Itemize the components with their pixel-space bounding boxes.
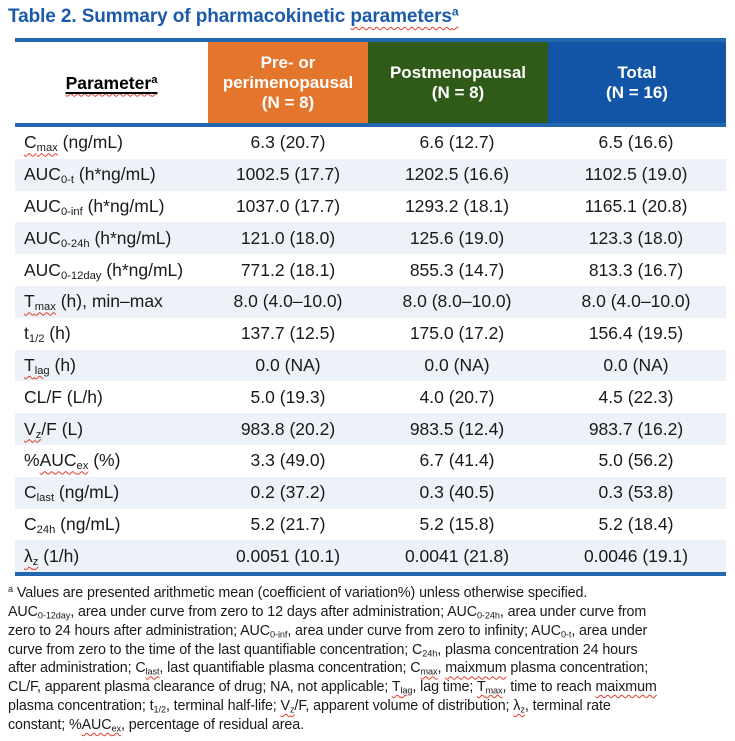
value-cell: 6.5 (16.6)	[598, 132, 674, 153]
pharmacokinetics-table	[15, 38, 726, 576]
value-cell: 0.3 (40.5)	[419, 482, 495, 503]
value-cell: 4.5 (22.3)	[598, 386, 674, 407]
table-title: Table 2. Summary of pharmacokinetic parameters$^a$	[8, 4, 459, 27]
header-cell-postmenopausal	[368, 42, 548, 123]
table-row	[15, 254, 726, 286]
parameter-label-cell: $C_{max}$ (ng/mL)	[24, 132, 123, 155]
value-cell: 175.0 (17.2)	[409, 323, 505, 344]
footnote-line: plasma concentration; $t_{1/2}$, terminal half-life; $V_z/F$, apparent volume of distribution; $\lambda_z$, terminal rate	[8, 698, 611, 715]
table-row	[15, 509, 726, 541]
value-cell: 5.2 (21.7)	[250, 513, 326, 534]
table-row	[15, 318, 726, 350]
footnote-line: constant; $\%AUC_{ex}$, percentage of residual area.	[8, 716, 304, 734]
footnote-line: curve from zero to the time of the last quantifiable concentration; $C_{24h}$, plasma concentration 24 hours	[8, 641, 638, 659]
value-cell: 8.0 (8.0–10.0)	[402, 291, 512, 312]
value-cell: 0.0051 (10.1)	[235, 545, 341, 566]
header-line: Postmenopausal	[389, 62, 527, 82]
value-cell: 1002.5 (17.7)	[235, 164, 341, 185]
value-cell: 156.4 (19.5)	[588, 323, 684, 344]
header-line: Total	[617, 62, 657, 82]
value-cell: 121.0 (18.0)	[240, 227, 336, 248]
value-cell: 6.6 (12.7)	[419, 132, 495, 153]
table-row	[15, 445, 726, 477]
footnote-line: CL/F, apparent plasma clearance of drug; NA, not applicable; $T_{lag}$, lag time; $T_{max}$, time to reach maixmum	[8, 679, 657, 696]
header-line: (N = 8)	[431, 82, 485, 102]
value-cell: 1165.1 (20.8)	[584, 195, 688, 216]
parameter-label-cell: $C_{24h}$ (ng/mL)	[24, 513, 121, 537]
value-cell: 6.3 (20.7)	[250, 132, 326, 153]
table-row	[15, 127, 726, 159]
table-row	[15, 286, 726, 318]
parameter-label-cell: $AUC_{0-24h}$ (h*ng/mL)	[24, 227, 172, 250]
value-cell: 0.0046 (19.1)	[583, 545, 689, 566]
header-line: (N = 8)	[261, 92, 315, 112]
table-row	[15, 381, 726, 413]
header-cell-parameter: Parameter$^a$	[15, 42, 208, 123]
footnote-line: $^a$ Values are presented arithmetic mean (coefficient of variation%) unless otherwise specified.	[8, 583, 588, 601]
footnote-line: after administration; $C_{last}$, last quantifiable plasma concentration; $C_{max}$, maixmum plasma concentration;	[8, 660, 649, 677]
value-cell: 1037.0 (17.7)	[235, 195, 341, 216]
parameter-label-cell: $AUC_{0-t}$ (h*ng/mL)	[24, 164, 156, 187]
header-line: (N = 16)	[606, 82, 668, 102]
header-line: perimenopausal	[222, 72, 354, 92]
value-cell: 983.8 (20.2)	[240, 418, 336, 439]
value-cell: 813.3 (16.7)	[588, 259, 684, 280]
value-cell: 0.2 (37.2)	[250, 482, 326, 503]
parameter-label-cell: $AUC_{0-12day}$ (h*ng/mL)	[24, 259, 184, 282]
value-cell: 5.2 (18.4)	[598, 513, 674, 534]
parameter-label-cell: $\lambda_z$ (1/h)	[24, 545, 80, 568]
parameter-label-cell: $T_{max}$ (h), min–max	[24, 291, 163, 314]
value-cell: 123.3 (18.0)	[588, 227, 684, 248]
value-cell: 5.2 (15.8)	[419, 513, 495, 534]
value-cell: 771.2 (18.1)	[240, 259, 336, 280]
value-cell: 125.6 (19.0)	[409, 227, 505, 248]
footnote-line: $AUC_{0-12day}$, area under curve from zero to 12 days after administration; $AUC_{0-24h}$, area under curve from	[8, 603, 647, 621]
header-cell-total	[548, 42, 726, 123]
value-cell: 983.5 (12.4)	[409, 418, 505, 439]
table-row	[15, 413, 726, 445]
table-header-row	[15, 42, 726, 127]
value-cell: 1202.5 (16.6)	[404, 164, 510, 185]
value-cell: 0.0 (NA)	[424, 354, 490, 375]
value-cell: 6.7 (41.4)	[419, 450, 495, 471]
header-cell-pre-perimenopausal	[208, 42, 368, 123]
table-row	[15, 159, 726, 191]
value-cell: 983.7 (16.2)	[588, 418, 684, 439]
value-cell: 5.0 (19.3)	[250, 386, 326, 407]
value-cell: 5.0 (56.2)	[598, 450, 674, 471]
parameter-label-cell: $\%AUC_{ex}$ (%)	[24, 450, 121, 473]
value-cell: 0.0 (NA)	[603, 354, 669, 375]
value-cell: 1293.2 (18.1)	[404, 195, 510, 216]
table-row	[15, 350, 726, 382]
value-cell: 1102.5 (19.0)	[584, 164, 688, 185]
value-cell: 0.0041 (21.8)	[404, 545, 510, 566]
table-body	[15, 127, 726, 572]
value-cell: 4.0 (20.7)	[419, 386, 495, 407]
header-line: Pre- or	[260, 52, 316, 72]
parameter-label-cell: $V_z/F$ (L)	[24, 418, 84, 441]
table-row	[15, 191, 726, 223]
parameter-label-cell: $T_{lag}$ (h)	[24, 354, 76, 378]
parameter-label-cell: CL/F (L/h)	[24, 386, 103, 407]
value-cell: 0.3 (53.8)	[598, 482, 674, 503]
value-cell: 3.3 (49.0)	[250, 450, 326, 471]
table-footnote	[8, 584, 735, 735]
value-cell: 8.0 (4.0–10.0)	[581, 291, 691, 312]
footnote-line: zero to 24 hours after administration; $AUC_{0-inf}$, area under curve from zero to infinity; $AUC_{0-t}$, area under	[8, 622, 648, 640]
table-row	[15, 540, 726, 572]
table-row	[15, 222, 726, 254]
parameter-label-cell: $C_{last}$ (ng/mL)	[24, 482, 120, 505]
value-cell: 8.0 (4.0–10.0)	[233, 291, 343, 312]
value-cell: 137.7 (12.5)	[240, 323, 336, 344]
parameter-label-cell: $AUC_{0-inf}$ (h*ng/mL)	[24, 195, 165, 219]
value-cell: 855.3 (14.7)	[409, 259, 505, 280]
table-row	[15, 477, 726, 509]
value-cell: 0.0 (NA)	[255, 354, 321, 375]
parameter-label-cell: $t_{1/2}$ (h)	[24, 323, 71, 346]
